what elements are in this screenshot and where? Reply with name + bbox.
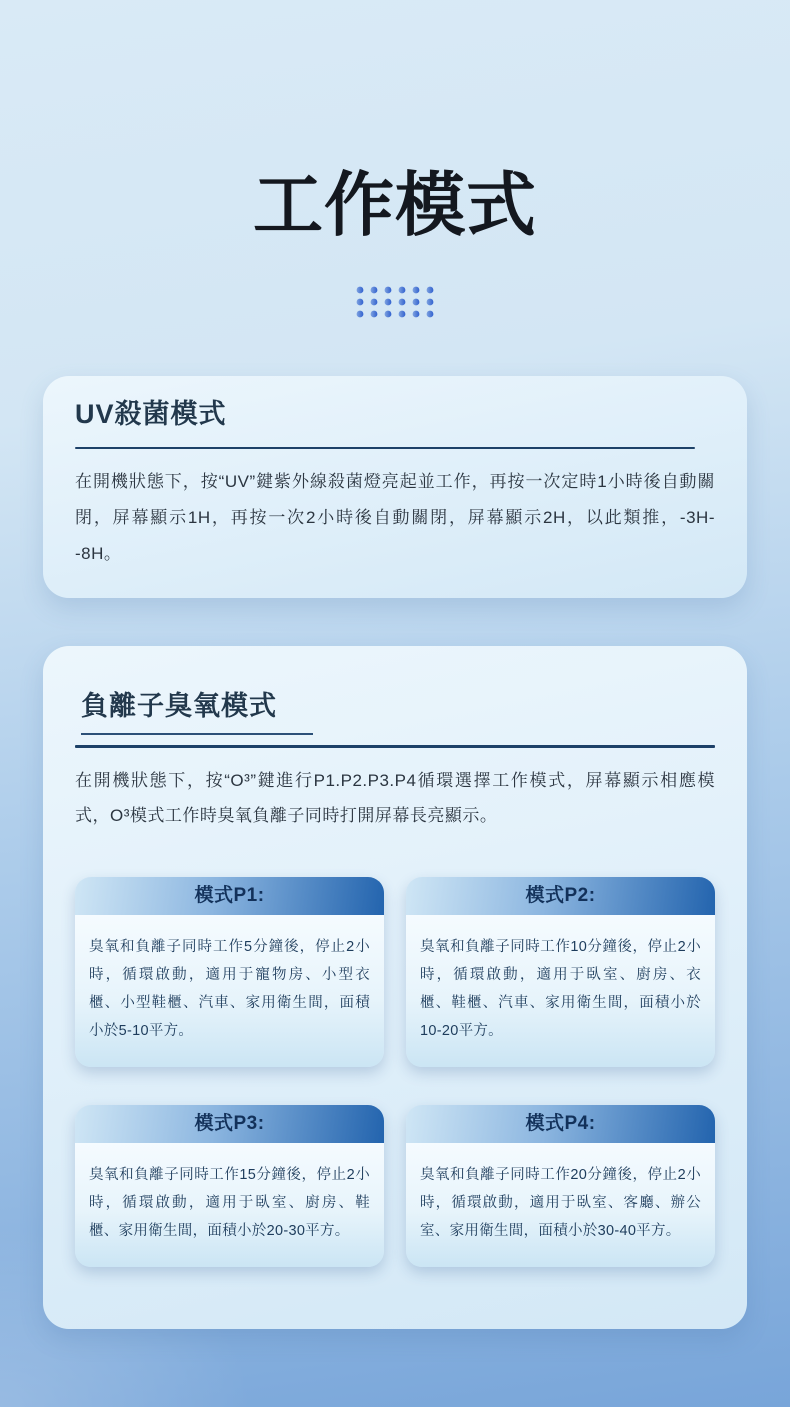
mode-p3-title: 模式P3:	[75, 1105, 384, 1143]
mode-p1-description: 臭氧和負離子同時工作5分鐘後，停止2小時，循環啟動，適用于寵物房、小型衣櫃、小型鞋櫃、汽車、家用衛生間，面積小於5-10平方。	[75, 915, 384, 1067]
mode-card-p3	[75, 1105, 384, 1267]
mode-card-p1	[75, 877, 384, 1067]
uv-mode-description: 在開機狀態下，按“UV”鍵紫外線殺菌燈亮起並工作，再按一次定時1小時後自動關閉，屏幕顯示1H，再按一次2小時後自動關閉，屏幕顯示2H，以此類推，-3H--8H。	[75, 472, 715, 564]
dots-decoration	[0, 284, 790, 320]
mode-grid	[75, 877, 715, 1267]
mode-p2-title: 模式P2:	[406, 877, 715, 915]
mode-p2-description: 臭氧和負離子同時工作10分鐘後，停止2小時，循環啟動，適用于臥室、廚房、衣櫃、鞋櫃、汽車、家用衛生間，面積小於10-20平方。	[406, 915, 715, 1067]
ozone-heading-divider	[75, 745, 715, 748]
mode-card-p2	[406, 877, 715, 1067]
uv-mode-card	[43, 376, 747, 598]
mode-p1-title: 模式P1:	[75, 877, 384, 915]
ozone-mode-description: 在開機狀態下，按“O³”鍵進行P1.P2.P3.P4循環選擇工作模式，屏幕顯示相應模式，O³模式工作時臭氧負離子同時打開屏幕長亮顯示。	[75, 771, 715, 826]
dots-grid-icon	[353, 284, 437, 320]
page-title: 工作模式	[253, 166, 537, 244]
mode-card-p4	[406, 1105, 715, 1267]
mode-p4-description: 臭氧和負離子同時工作20分鐘後，停止2小時，循環啟動，適用于臥室、客廳、辦公室、家用衛生間，面積小於30-40平方。	[406, 1143, 715, 1267]
mode-p3-description: 臭氧和負離子同時工作15分鐘後，停止2小時，循環啟動，適用于臥室、廚房、鞋櫃、家用衛生間，面積小於20-30平方。	[75, 1143, 384, 1267]
mode-p4-title: 模式P4:	[406, 1105, 715, 1143]
uv-mode-heading: UV殺菌模式	[75, 399, 227, 430]
uv-heading-divider	[75, 447, 695, 449]
ozone-mode-heading: 負離子臭氧模式	[81, 684, 313, 735]
ozone-mode-card	[43, 646, 747, 1329]
ozone-heading-row	[75, 684, 715, 735]
